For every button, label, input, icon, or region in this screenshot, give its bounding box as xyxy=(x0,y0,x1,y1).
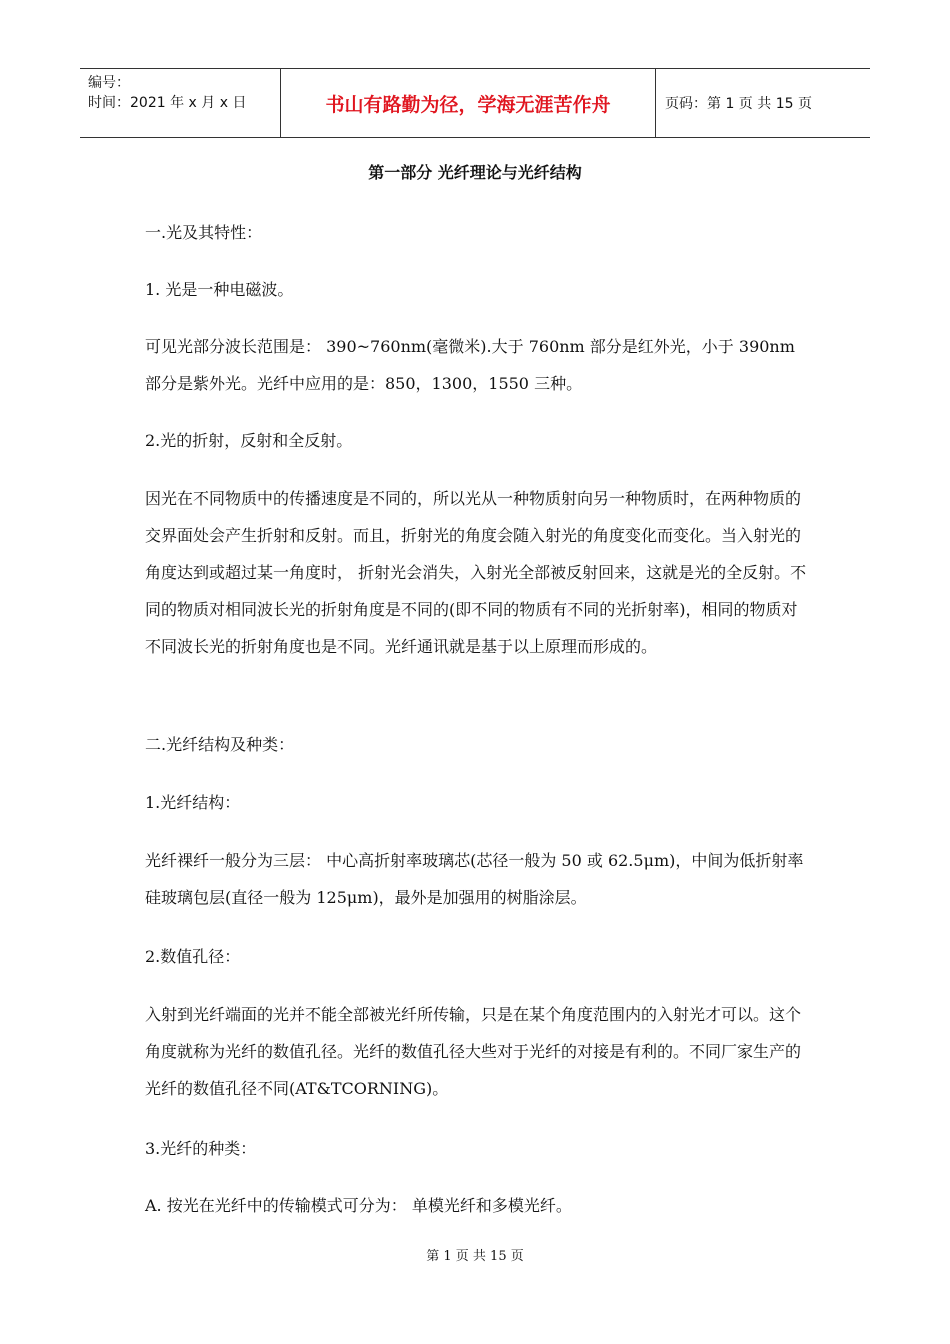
paragraph: 可见光部分波长范围是： 390~760nm(毫微米).大于 760nm 部分是红外光，小于 390nm 部分是紫外光。光纤中应用的是：850，1300，1550 三种。 xyxy=(145,337,795,393)
header-meta xyxy=(80,69,281,137)
paragraph: 入射到光纤端面的光并不能全部被光纤所传输，只是在某个角度范围内的入射光才可以。这个角度就称为光纤的数值孔径。光纤的数值孔径大些对于光纤的对接是有利的。不同厂家生产的光纤的数值孔径不同(AT&TCORNING)。 xyxy=(145,1005,802,1098)
paragraph: 因光在不同物质中的传播速度是不同的，所以光从一种物质射向另一种物质时，在两种物质的交界面处会产生折射和反射。而且，折射光的角度会随入射光的角度变化而变化。当入射光的角度达到或超过某一角度时， 折射光会消失，入射光全部被反射回来，这就是光的全反射。不同的物质对相同波长光的折射角度是不同的(即不同的物质有不同的光折射率)，相同的物质对不同波长光的折射角度也是不同。光纤通讯就是基于以上原理而形成的。 xyxy=(145,489,807,656)
paragraph: 2.数值孔径： xyxy=(145,947,241,966)
page-footer: 第 1 页 共 15 页 xyxy=(426,1249,524,1264)
paragraph: 2.光的折射，反射和全反射。 xyxy=(145,431,353,450)
section-heading: 一.光及其特性： xyxy=(145,223,263,242)
paragraph: 光纤裸纤一般分为三层： 中心高折射率玻璃芯(芯径一般为 50 或 62.5μm)，中间为低折射率硅玻璃包层(直径一般为 125μm)，最外是加强用的树脂涂层。 xyxy=(145,851,804,907)
paragraph: 1.光纤结构： xyxy=(145,793,241,812)
paragraph: 3.光纤的种类： xyxy=(145,1139,257,1158)
header-page-info: 页码：第 1 页 共 15 页 xyxy=(665,96,812,112)
time-label: 时间：2021 年 x 月 x 日 xyxy=(88,95,247,111)
paragraph: 1. 光是一种电磁波。 xyxy=(145,280,294,299)
document-header xyxy=(80,68,870,138)
number-label: 编号： xyxy=(88,75,130,91)
section-heading: 二.光纤结构及种类： xyxy=(145,735,295,754)
page-title: 第一部分 光纤理论与光纤结构 xyxy=(368,163,582,182)
header-motto: 书山有路勤为径，学海无涯苦作舟 xyxy=(281,69,656,137)
paragraph: A. 按光在光纤中的传输模式可分为： 单模光纤和多模光纤。 xyxy=(145,1196,572,1215)
